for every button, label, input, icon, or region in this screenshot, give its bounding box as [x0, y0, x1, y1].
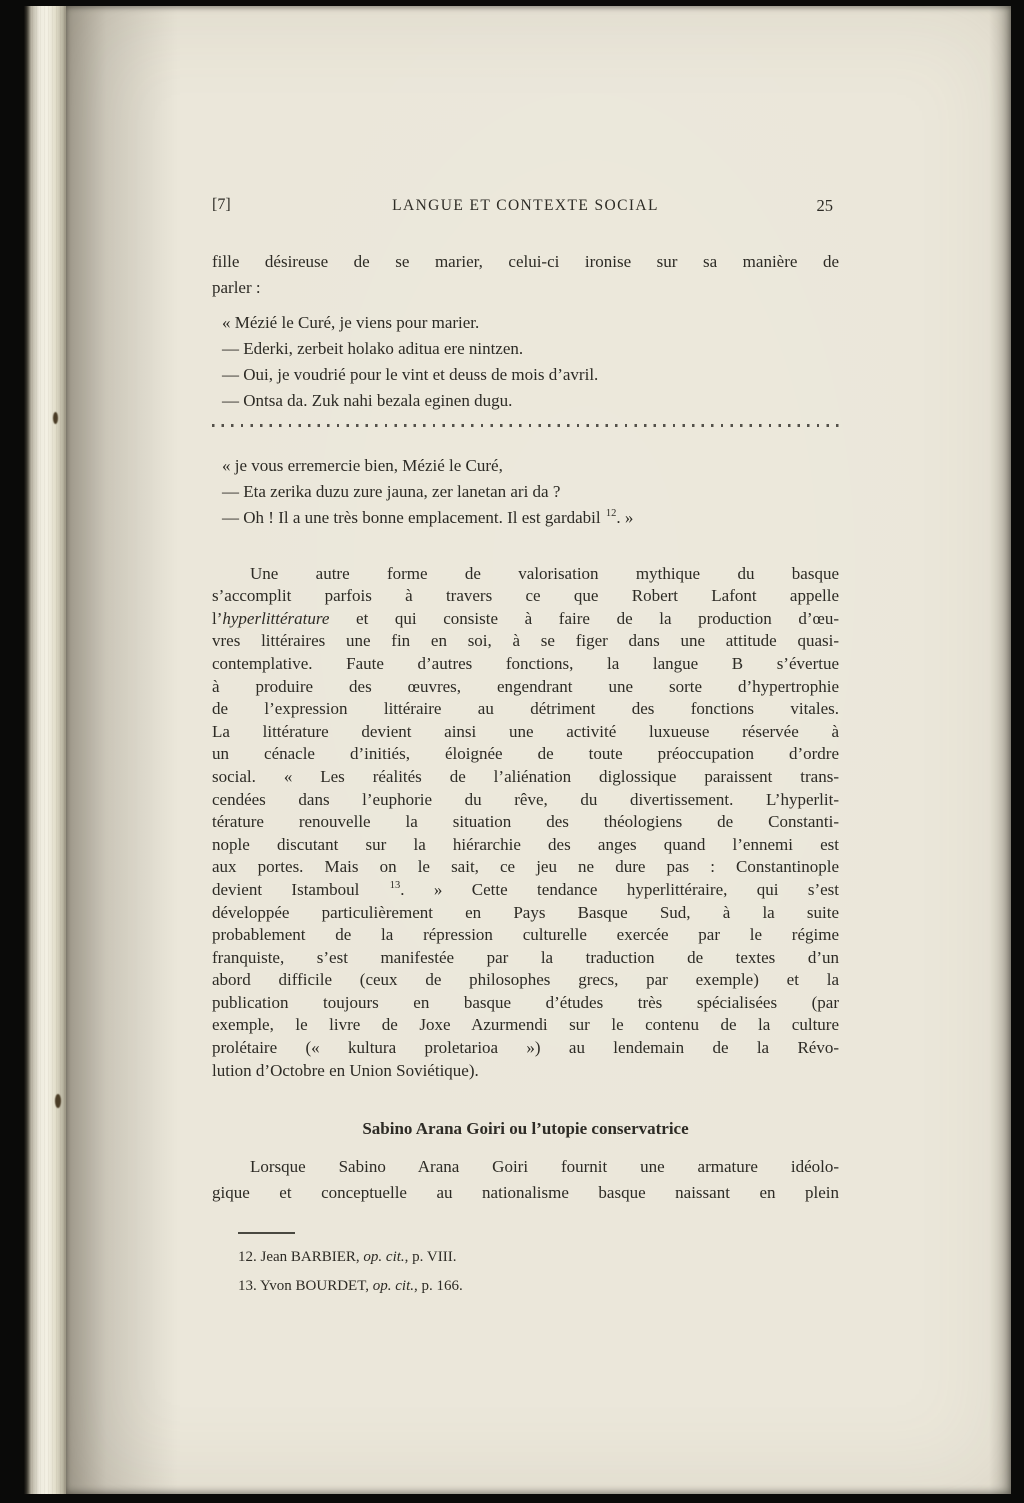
text-segment: — Ederki, zerbeit holako aditua ere nintzen. — [222, 339, 524, 358]
text-segment: op. cit. — [363, 1249, 405, 1266]
text-segment: vres littéraires une fin en soi, à se figer dans une attitude quasi- — [212, 631, 839, 651]
text-segment: La littérature devient ainsi une activité luxueuse réservée à — [212, 721, 839, 741]
text-segment: un cénacle d’initiés, éloignée de toute préoccupation d’ordre — [212, 744, 839, 764]
text-segment: probablement de la répression culturelle exercée par le régime — [212, 925, 839, 945]
text-line — [212, 811, 839, 834]
text-segment: , p. 166. — [414, 1278, 463, 1295]
page — [66, 6, 1011, 1494]
text-segment: franquiste, s’est manifestée par la traduction de textes d’un — [212, 947, 839, 967]
text-segment: fille désireuse de se marier, celui-ci ironise sur sa manière de — [212, 252, 839, 271]
text-segment: Une autre forme de valorisation mythique du basque — [250, 563, 839, 583]
page-right-shade — [989, 6, 1011, 1494]
closing-paragraph — [212, 1154, 839, 1206]
text-segment: — Oh ! Il a une très bonne emplacement. Il est gardabil — [222, 507, 605, 527]
text-segment: « je vous erremercie bien, Mézié le Curé, — [222, 455, 503, 475]
text-segment: parler : — [212, 278, 261, 297]
text-segment: à produire des œuvres, engendrant une sorte d’hypertrophie — [212, 676, 839, 696]
section-marker: [7] — [212, 196, 231, 213]
running-title: LANGUE ET CONTEXTE SOCIAL — [392, 197, 659, 214]
text-segment: — Ontsa da. Zuk nahi bezala eginen dugu. — [222, 391, 513, 410]
text-line — [222, 362, 839, 388]
text-segment: s’accomplit parfois à travers ce que Robert Lafont appelle — [212, 586, 839, 606]
text-segment: contemplative. Faute d’autres fonctions, la langue B s’évertue — [212, 653, 839, 673]
text-line — [212, 585, 839, 608]
dotted-separator — [212, 424, 839, 427]
footnote-rule — [238, 1232, 295, 1234]
gutter-shadow — [66, 6, 178, 1494]
text-line — [222, 388, 839, 414]
text-segment: développée particulièrement en Pays Basque Sud, à la suite — [212, 902, 839, 922]
page-number: 25 — [816, 196, 833, 215]
text-segment: publication toujours en basque d’études très spécialisées (par — [212, 992, 839, 1012]
text-segment: — Oui, je voudrié pour le vint et deuss de mois d’avril. — [222, 365, 599, 384]
text-line — [222, 505, 839, 531]
text-line — [212, 834, 839, 857]
text-segment: cendées dans l’euphorie du rêve, du divertissement. L’hyperlit- — [212, 789, 839, 809]
text-line — [212, 1060, 839, 1083]
text-line — [212, 789, 839, 812]
text-segment: . » Cette tendance hyperlittéraire, qui s’est — [400, 879, 840, 899]
text-line — [212, 676, 839, 699]
text-line — [212, 608, 839, 631]
text-segment: aux portes. Mais on le sait, ce jeu ne dure pas : Constantinople — [212, 857, 839, 877]
text-line — [212, 743, 839, 766]
footnote-reference: 13 — [389, 880, 401, 892]
text-segment: nople discutant sur la hiérarchie des anges quand l’ennemi est — [212, 834, 839, 854]
footnotes — [212, 1232, 839, 1301]
dialogue-block-first — [212, 310, 839, 414]
text-line — [212, 969, 839, 992]
text-segment: devient Istamboul — [212, 879, 389, 899]
intro-paragraph — [212, 249, 839, 301]
scan-speck — [53, 412, 58, 424]
text-line — [212, 766, 839, 789]
text-segment: — Eta zerika duzu zure jauna, zer lanetan ari da ? — [222, 481, 561, 501]
page-header — [212, 196, 839, 218]
text-line — [212, 1180, 839, 1206]
text-line — [212, 563, 839, 586]
text-segment: op. cit. — [372, 1278, 414, 1295]
text-segment: social. « Les réalités de l’aliénation diglossique paraissent trans- — [212, 766, 839, 786]
text-line — [212, 924, 839, 947]
text-segment: abord difficile (ceux de philosophes grecs, par exemple) et la — [212, 970, 839, 990]
page-content — [212, 196, 839, 1301]
text-line — [212, 275, 839, 301]
text-line — [212, 721, 839, 744]
text-segment: l’ — [212, 608, 223, 628]
section-heading: Sabino Arana Goiri ou l’utopie conservatrice — [362, 1119, 689, 1139]
text-line — [238, 1272, 839, 1301]
text-line — [222, 453, 839, 479]
text-line — [212, 902, 839, 925]
text-segment: Lorsque Sabino Arana Goiri fournit une armature idéolo- — [250, 1157, 839, 1177]
text-line — [212, 249, 839, 275]
text-line — [212, 1014, 839, 1037]
text-line — [212, 856, 839, 879]
text-line — [222, 336, 839, 362]
footnote-lines — [238, 1243, 839, 1301]
text-segment: térature renouvelle la situation des théologiens de Constanti- — [212, 812, 839, 832]
text-segment: et qui consiste à faire de la production d’œu- — [329, 608, 839, 628]
dialogue-block-second — [212, 453, 839, 531]
text-line — [212, 947, 839, 970]
text-line — [212, 992, 839, 1015]
text-line — [222, 479, 839, 505]
text-segment: gique et conceptuelle au nationalisme basque naissant en plein — [212, 1183, 839, 1203]
text-line — [212, 698, 839, 721]
text-segment: , p. VIII. — [404, 1249, 457, 1266]
text-segment: de l’expression littéraire au détriment des fonctions vitales. — [212, 699, 839, 719]
text-segment: 13. Yvon BOURDET, — [238, 1278, 373, 1295]
text-line — [212, 653, 839, 676]
text-line — [212, 879, 839, 902]
text-segment: . » — [616, 507, 634, 527]
text-line — [222, 310, 839, 336]
text-segment: 12. Jean BARBIER, — [238, 1249, 364, 1266]
text-line — [212, 630, 839, 653]
book-page-edges — [24, 6, 66, 1494]
footnote-reference: 12 — [605, 507, 617, 519]
text-line — [212, 1154, 839, 1180]
text-segment: « Mézié le Curé, je viens pour marier. — [222, 313, 480, 332]
text-segment: lution d’Octobre en Union Soviétique). — [212, 1060, 479, 1080]
text-segment: prolétaire (« kultura proletarioa ») au lendemain de la Révo- — [212, 1038, 839, 1058]
text-line — [212, 1037, 839, 1060]
scan-speck — [55, 1094, 61, 1108]
main-paragraph — [212, 563, 839, 1083]
text-segment: hyperlittérature — [222, 608, 330, 628]
text-segment: exemple, le livre de Joxe Azurmendi sur le contenu de la culture — [212, 1015, 839, 1035]
text-line — [238, 1243, 839, 1272]
